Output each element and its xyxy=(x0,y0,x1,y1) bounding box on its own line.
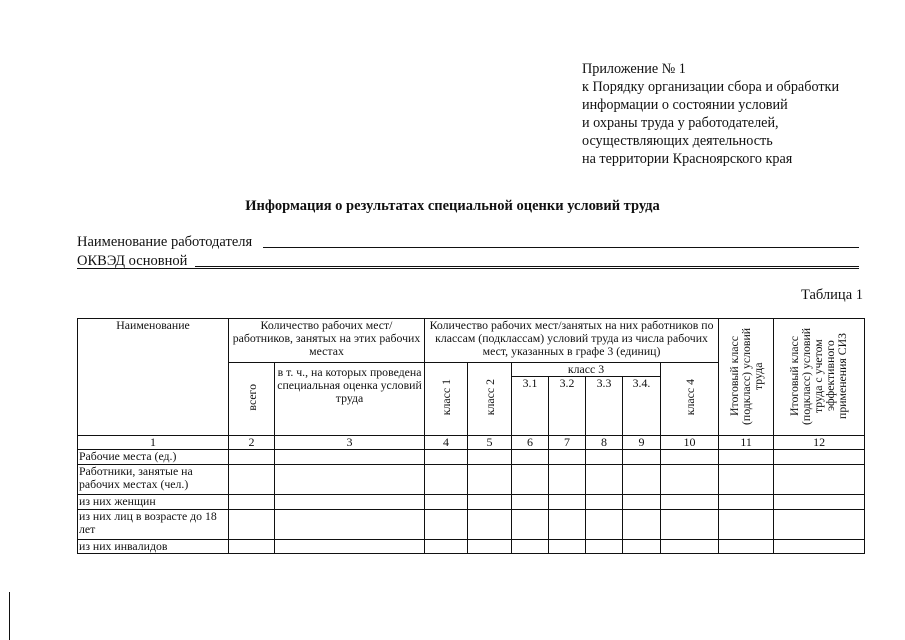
data-cell[interactable] xyxy=(275,495,425,510)
data-cell[interactable] xyxy=(774,510,865,540)
data-cell[interactable] xyxy=(586,510,623,540)
data-cell[interactable] xyxy=(549,540,586,554)
table-row xyxy=(78,465,865,495)
data-cell[interactable] xyxy=(229,450,275,465)
data-cell[interactable] xyxy=(275,465,425,495)
results-table xyxy=(77,318,865,554)
data-cell[interactable] xyxy=(425,510,468,540)
appendix-line: осуществляющих деятельность xyxy=(582,133,773,149)
employer-name-line[interactable] xyxy=(263,247,859,248)
row-label: Работники, занятые на рабочих местах (чел.) xyxy=(78,465,229,495)
col-number: 12 xyxy=(774,436,865,450)
table-row xyxy=(78,495,865,510)
header-total: всего xyxy=(229,363,275,436)
data-cell[interactable] xyxy=(661,540,719,554)
header-assessed: в т. ч., на которых проведена специальная оценка условий труда xyxy=(275,363,425,436)
col-number: 9 xyxy=(623,436,661,450)
data-cell[interactable] xyxy=(425,540,468,554)
data-cell[interactable] xyxy=(549,450,586,465)
data-cell[interactable] xyxy=(661,495,719,510)
data-cell[interactable] xyxy=(586,450,623,465)
data-cell[interactable] xyxy=(661,465,719,495)
data-cell[interactable] xyxy=(719,450,774,465)
appendix-line: информации о состоянии условий xyxy=(582,97,788,113)
row-label: из них лиц в возрасте до 18 лет xyxy=(78,510,229,540)
data-cell[interactable] xyxy=(425,495,468,510)
data-cell[interactable] xyxy=(275,450,425,465)
table-label: Таблица 1 xyxy=(800,287,863,303)
data-cell[interactable] xyxy=(719,540,774,554)
header-class4: класс 4 xyxy=(661,363,719,436)
col-number: 11 xyxy=(719,436,774,450)
okved-line[interactable] xyxy=(195,266,859,267)
data-cell[interactable] xyxy=(623,495,661,510)
table-row xyxy=(78,510,865,540)
data-cell[interactable] xyxy=(774,465,865,495)
header-class3-2: 3.2 xyxy=(549,377,586,436)
data-cell[interactable] xyxy=(229,510,275,540)
extra-line xyxy=(77,268,859,269)
row-label: Рабочие места (ед.) xyxy=(78,450,229,465)
header-name: Наименование xyxy=(78,319,229,436)
appendix-line: Приложение № 1 xyxy=(582,61,686,77)
document-title: Информация о результатах специальной оценки условий труда xyxy=(245,198,660,214)
table-row xyxy=(78,540,865,554)
data-cell[interactable] xyxy=(719,495,774,510)
header-class2: класс 2 xyxy=(468,363,512,436)
header-class1: класс 1 xyxy=(425,363,468,436)
data-cell[interactable] xyxy=(425,450,468,465)
data-cell[interactable] xyxy=(229,540,275,554)
table-row xyxy=(78,450,865,465)
data-cell[interactable] xyxy=(512,495,549,510)
data-cell[interactable] xyxy=(719,465,774,495)
col-number: 5 xyxy=(468,436,512,450)
col-number: 4 xyxy=(425,436,468,450)
header-class3-1: 3.1 xyxy=(512,377,549,436)
data-cell[interactable] xyxy=(623,510,661,540)
col-number: 10 xyxy=(661,436,719,450)
col-number: 7 xyxy=(549,436,586,450)
data-cell[interactable] xyxy=(468,495,512,510)
data-cell[interactable] xyxy=(549,465,586,495)
data-cell[interactable] xyxy=(512,450,549,465)
appendix-line: к Порядку организации сбора и обработки xyxy=(582,79,840,95)
employer-name-field xyxy=(77,233,252,251)
col-number: 2 xyxy=(229,436,275,450)
data-cell[interactable] xyxy=(774,495,865,510)
data-cell[interactable] xyxy=(549,510,586,540)
header-final-class-siz: Итоговый класс (подкласс) условий труда с учетом эффективного применения СИЗ xyxy=(774,319,865,436)
okved-label: ОКВЭД основной xyxy=(77,253,188,269)
data-cell[interactable] xyxy=(468,540,512,554)
appendix-line: на территории Красноярского края xyxy=(582,151,793,167)
col-number: 6 xyxy=(512,436,549,450)
row-label: из них инвалидов xyxy=(78,540,229,554)
header-final-class: Итоговый класс (подкласс) условий труда xyxy=(719,319,774,436)
data-cell[interactable] xyxy=(512,510,549,540)
data-cell[interactable] xyxy=(586,465,623,495)
data-cell[interactable] xyxy=(661,450,719,465)
col-number: 1 xyxy=(78,436,229,450)
appendix-block xyxy=(582,60,839,168)
header-classes: Количество рабочих мест/занятых на них работников по классам (подклассам) условий труда из числа рабочих мест, указанных в графе 3 (единиц) xyxy=(425,319,719,363)
data-cell[interactable] xyxy=(275,510,425,540)
data-cell[interactable] xyxy=(512,465,549,495)
data-cell[interactable] xyxy=(586,495,623,510)
data-cell[interactable] xyxy=(275,540,425,554)
col-number: 8 xyxy=(586,436,623,450)
data-cell[interactable] xyxy=(774,450,865,465)
data-cell[interactable] xyxy=(512,540,549,554)
data-cell[interactable] xyxy=(586,540,623,554)
row-label: из них женщин xyxy=(78,495,229,510)
header-workplaces: Количество рабочих мест/ работников, занятых на этих рабочих местах xyxy=(229,319,425,363)
header-class3-3: 3.3 xyxy=(586,377,623,436)
data-cell[interactable] xyxy=(623,450,661,465)
data-cell[interactable] xyxy=(774,540,865,554)
appendix-line: и охраны труда у работодателей, xyxy=(582,115,779,131)
header-class3: класс 3 xyxy=(512,363,661,377)
data-cell[interactable] xyxy=(425,465,468,495)
col-number: 3 xyxy=(275,436,425,450)
data-cell[interactable] xyxy=(229,495,275,510)
data-cell[interactable] xyxy=(719,510,774,540)
employer-name-label: Наименование работодателя xyxy=(77,234,253,250)
data-cell[interactable] xyxy=(468,510,512,540)
data-cell[interactable] xyxy=(623,465,661,495)
data-cell[interactable] xyxy=(468,450,512,465)
data-cell[interactable] xyxy=(229,465,275,495)
header-class3-4: 3.4. xyxy=(623,377,661,436)
scan-margin-line xyxy=(9,592,10,640)
data-cell[interactable] xyxy=(468,465,512,495)
data-cell[interactable] xyxy=(661,510,719,540)
data-cell[interactable] xyxy=(549,495,586,510)
data-cell[interactable] xyxy=(623,540,661,554)
